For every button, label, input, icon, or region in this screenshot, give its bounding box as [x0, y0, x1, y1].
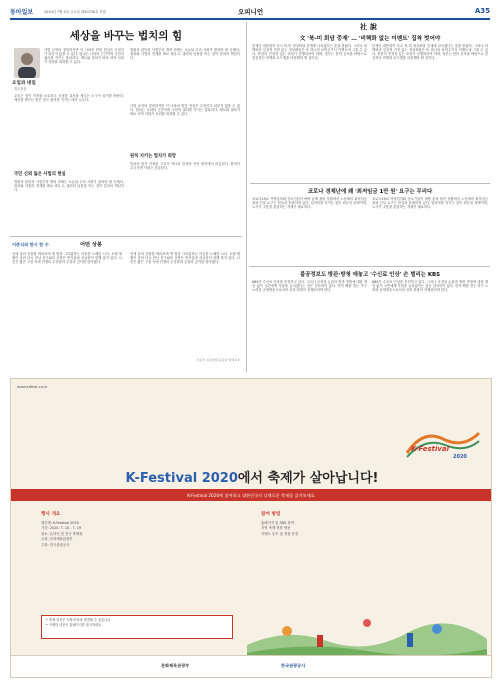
editorial-body: 코로나19로 자영업자와 중소기업이 벼랑 끝에 몰린 상황에서 노동계의 최저임금 대폭 인상 요구는 현실과 동떨어져 있다. 일자리를 지키는 것이 최우선 과제이며, 노사가 고통을 분담하는 자세가 필요하다. [372, 197, 488, 210]
editorial-body: 문재인 대통령이 다시 북-미 정상회담 중재에 나서겠다는 뜻을 밝혔다. 그러나 비핵화의 실질적 진전 없는 정상회담은 또 하나의 보여주기식 이벤트에 그칠 수 있다. 북한의 진정성 있는 조치가 선행되어야 하며, 정부는 한미 공조를 바탕으로 현실적인 비핵화 로드맵을 마련해야 할 것이다. [372, 44, 488, 61]
essay-box [10, 240, 242, 372]
ad-headline-festival: K-Festival 2020 [125, 471, 238, 486]
divider [10, 236, 242, 237]
paper-name: 동아일보 [10, 9, 34, 16]
advertisement [10, 378, 492, 678]
ad-info-line: 행사명: K-Festival 2020 [41, 521, 79, 525]
column-divider [246, 22, 247, 372]
ad-info-left [41, 511, 231, 611]
essay-footer: 이준식 성균관대 중문과 명예교수 [196, 358, 240, 362]
author-title: 법무장관 [14, 87, 27, 91]
ad-info-line: 주관: 한국관광공사 [41, 542, 70, 547]
masthead [10, 6, 490, 18]
opinion-column [10, 22, 242, 234]
column-paragraph: 사법 규칙의 정당하지만 이 나라의 헌법 현실은 무엇인가 되묻지 않을 수 없다. 법치는 나라의 근간이며 국민의 권리를 지키는 울타리다. 제도와 절차가 바로 서야 사회가 신뢰를 회복할 수 있다. [130, 104, 240, 117]
sponsor-bar [11, 655, 491, 678]
editorial-body: 코로나19로 자영업자와 중소기업이 벼랑 끝에 몰린 상황에서 노동계의 최저임금 대폭 인상 요구는 현실과 동떨어져 있다. 일자리를 지키는 것이 최우선 과제이며, 노사가 고통을 분담하는 자세가 필요하다. [252, 197, 367, 210]
editorial-section [250, 22, 490, 372]
sponsor-2: 한국관광공사 [281, 663, 306, 668]
festival-logo [403, 423, 483, 463]
ad-info-line: 주최: 문화체육관광부 [41, 537, 73, 542]
logo-year: 2020 [453, 454, 467, 460]
ad-notes-box [41, 615, 233, 639]
column-subhead: 국민 신뢰 잃은 사법의 현실 [14, 172, 66, 177]
essay-title: 어떤 상봉 [80, 242, 102, 248]
essay-label: 이준식의 한시 한 수 [12, 242, 49, 247]
divider [250, 266, 490, 267]
column-paragraph: 우리는 법이 약자를 보호하고 공정한 질서를 세우는 도구가 되기를 바란다. 세상을 바꾸는 힘은 결국 원칙을 지키는 데서 나온다. [14, 94, 124, 103]
editorial-label: 社說 [360, 23, 380, 31]
ad-headline [17, 467, 487, 486]
ad-band [11, 489, 491, 501]
editorial-title: 文 '북-미 회담 중재' … '비핵화 없는 이벤트' 집착 벗어야 [299, 36, 441, 42]
essay-body: 산에 올라 강물을 바라보며 옛 벗을 그리워하는 마음을 노래한 시다. 오랜 세월이 흘러 다시 만난 친구와의 상봉은 반가움과 서글픔이 함께 담겨 있다. 시인은 짧은 구절 속에 인생의 무상함과 우정의 깊이를 담아냈다. [130, 252, 240, 265]
ad-info-left-title: 행사 개요 [41, 512, 61, 517]
ad-info-line: 기간: 2020. 7. 10 - 7. 19 [41, 526, 82, 531]
column-title: 세상을 바꾸는 법치의 힘 [69, 30, 183, 42]
sponsor-1: 문화체육관광부 [161, 663, 190, 668]
page-number: A35 [474, 6, 490, 15]
ad-note: • 자세한 내용은 홈페이지를 참고하세요 [46, 623, 102, 627]
ad-info-line: 지역 축제 현장 방문 [261, 526, 291, 531]
ad-info-line: 장소: 온라인 및 전국 축제장 [41, 531, 83, 536]
column-subhead: 원칙 지키는 법치가 희망 [130, 154, 176, 159]
festival-logo-icon [403, 423, 483, 463]
column-paragraph: 법원의 판단과 사법부의 개혁 과제는 오늘날 우리 사회가 풀어야 할 숙제다. 정치와 사법의 경계를 바로 세우고, 권력의 남용을 막는 것이 법치의 핵심이다. [14, 180, 124, 193]
ad-headline-rest: 에서 축제가 살아납니다! [237, 471, 379, 486]
column-paragraph: 법원의 판단과 사법부의 개혁 과제는 오늘날 우리 사회가 풀어야 할 숙제다. 정치와 사법의 경계를 바로 세우고, 권력의 남용을 막는 것이 법치의 핵심이다. [130, 48, 240, 61]
ad-info-right [261, 511, 451, 611]
ad-info-line: 홈페이지 및 SNS 참여 [261, 521, 295, 525]
editorial-title: 코로나 경제난에 왜 '최저임금 1만 원' 요구는 무리다 [307, 189, 433, 195]
date-line: 2020년 7월 3일 금요일 제30708호 종합 [44, 9, 106, 14]
essay-body: 산에 올라 강물을 바라보며 옛 벗을 그리워하는 마음을 노래한 시다. 오랜 세월이 흘러 다시 만난 친구와의 상봉은 반가움과 서글픔이 함께 담겨 있다. 시인은 짧은 구절 속에 인생의 무상함과 우정의 깊이를 담아냈다. [12, 252, 122, 265]
divider [250, 183, 490, 184]
editorial-body: KBS가 수신료 인상을 추진하고 있다. 그러나 공정성 논란과 방만 경영에 대한 개선 없이 국민에게 부담을 늘리겠다는 것은 설득력이 없다. 먼저 뼈를 깎는 자구 노력과 공영방송으로서의 신뢰 회복이 선행되어야 한다. [372, 280, 488, 293]
column-paragraph: 사법 규칙의 정당하지만 이 나라의 헌법 현실은 무엇인가 되묻지 않을 수 없다. 법치는 나라의 근간이며 국민의 권리를 지키는 울타리다. 제도와 절차가 바로 서야 사회가 신뢰를 회복할 수 있다. [44, 48, 124, 65]
logo-text: K-Festival [411, 445, 450, 453]
ad-subline: K-Festival 2020에 참여하고 대한민국의 다채로운 축제를 즐겨보세요 [187, 492, 315, 498]
author-photo [14, 48, 40, 78]
editorial-title: 불공정보도 방관·방청 애놓고 '수신료 인상' 손 벌리는 KBS [299, 272, 440, 278]
ad-info-right-title: 참여 방법 [261, 512, 281, 517]
ad-info-line: 이벤트 응모 및 경품 증정 [261, 531, 299, 536]
ad-note: • 축제 일정은 사정에 따라 변경될 수 있습니다 [46, 618, 111, 622]
editorial-body: 문재인 대통령이 다시 북-미 정상회담 중재에 나서겠다는 뜻을 밝혔다. 그러나 비핵화의 실질적 진전 없는 정상회담은 또 하나의 보여주기식 이벤트에 그칠 수 있다. 북한의 진정성 있는 조치가 선행되어야 하며, 정부는 한미 공조를 바탕으로 현실적인 비핵화 로드맵을 마련해야 할 것이다. [252, 44, 367, 61]
portrait-icon [14, 48, 40, 78]
section-title: 오피니언 [238, 7, 264, 16]
ad-url[interactable]: www.kdfest.co.kr [17, 385, 48, 389]
author-name: 오일과 네일 [12, 81, 36, 86]
masthead-rule [10, 18, 490, 20]
editorial-body: KBS가 수신료 인상을 추진하고 있다. 그러나 공정성 논란과 방만 경영에 대한 개선 없이 국민에게 부담을 늘리겠다는 것은 설득력이 없다. 먼저 뼈를 깎는 자구 노력과 공영방송으로서의 신뢰 회복이 선행되어야 한다. [252, 280, 367, 293]
column-paragraph: 법치의 힘은 거창한 구호가 아니라 일상의 작은 원칙에서 비롯된다. 원칙이 무너지면 사회는 흔들린다. [130, 162, 240, 171]
